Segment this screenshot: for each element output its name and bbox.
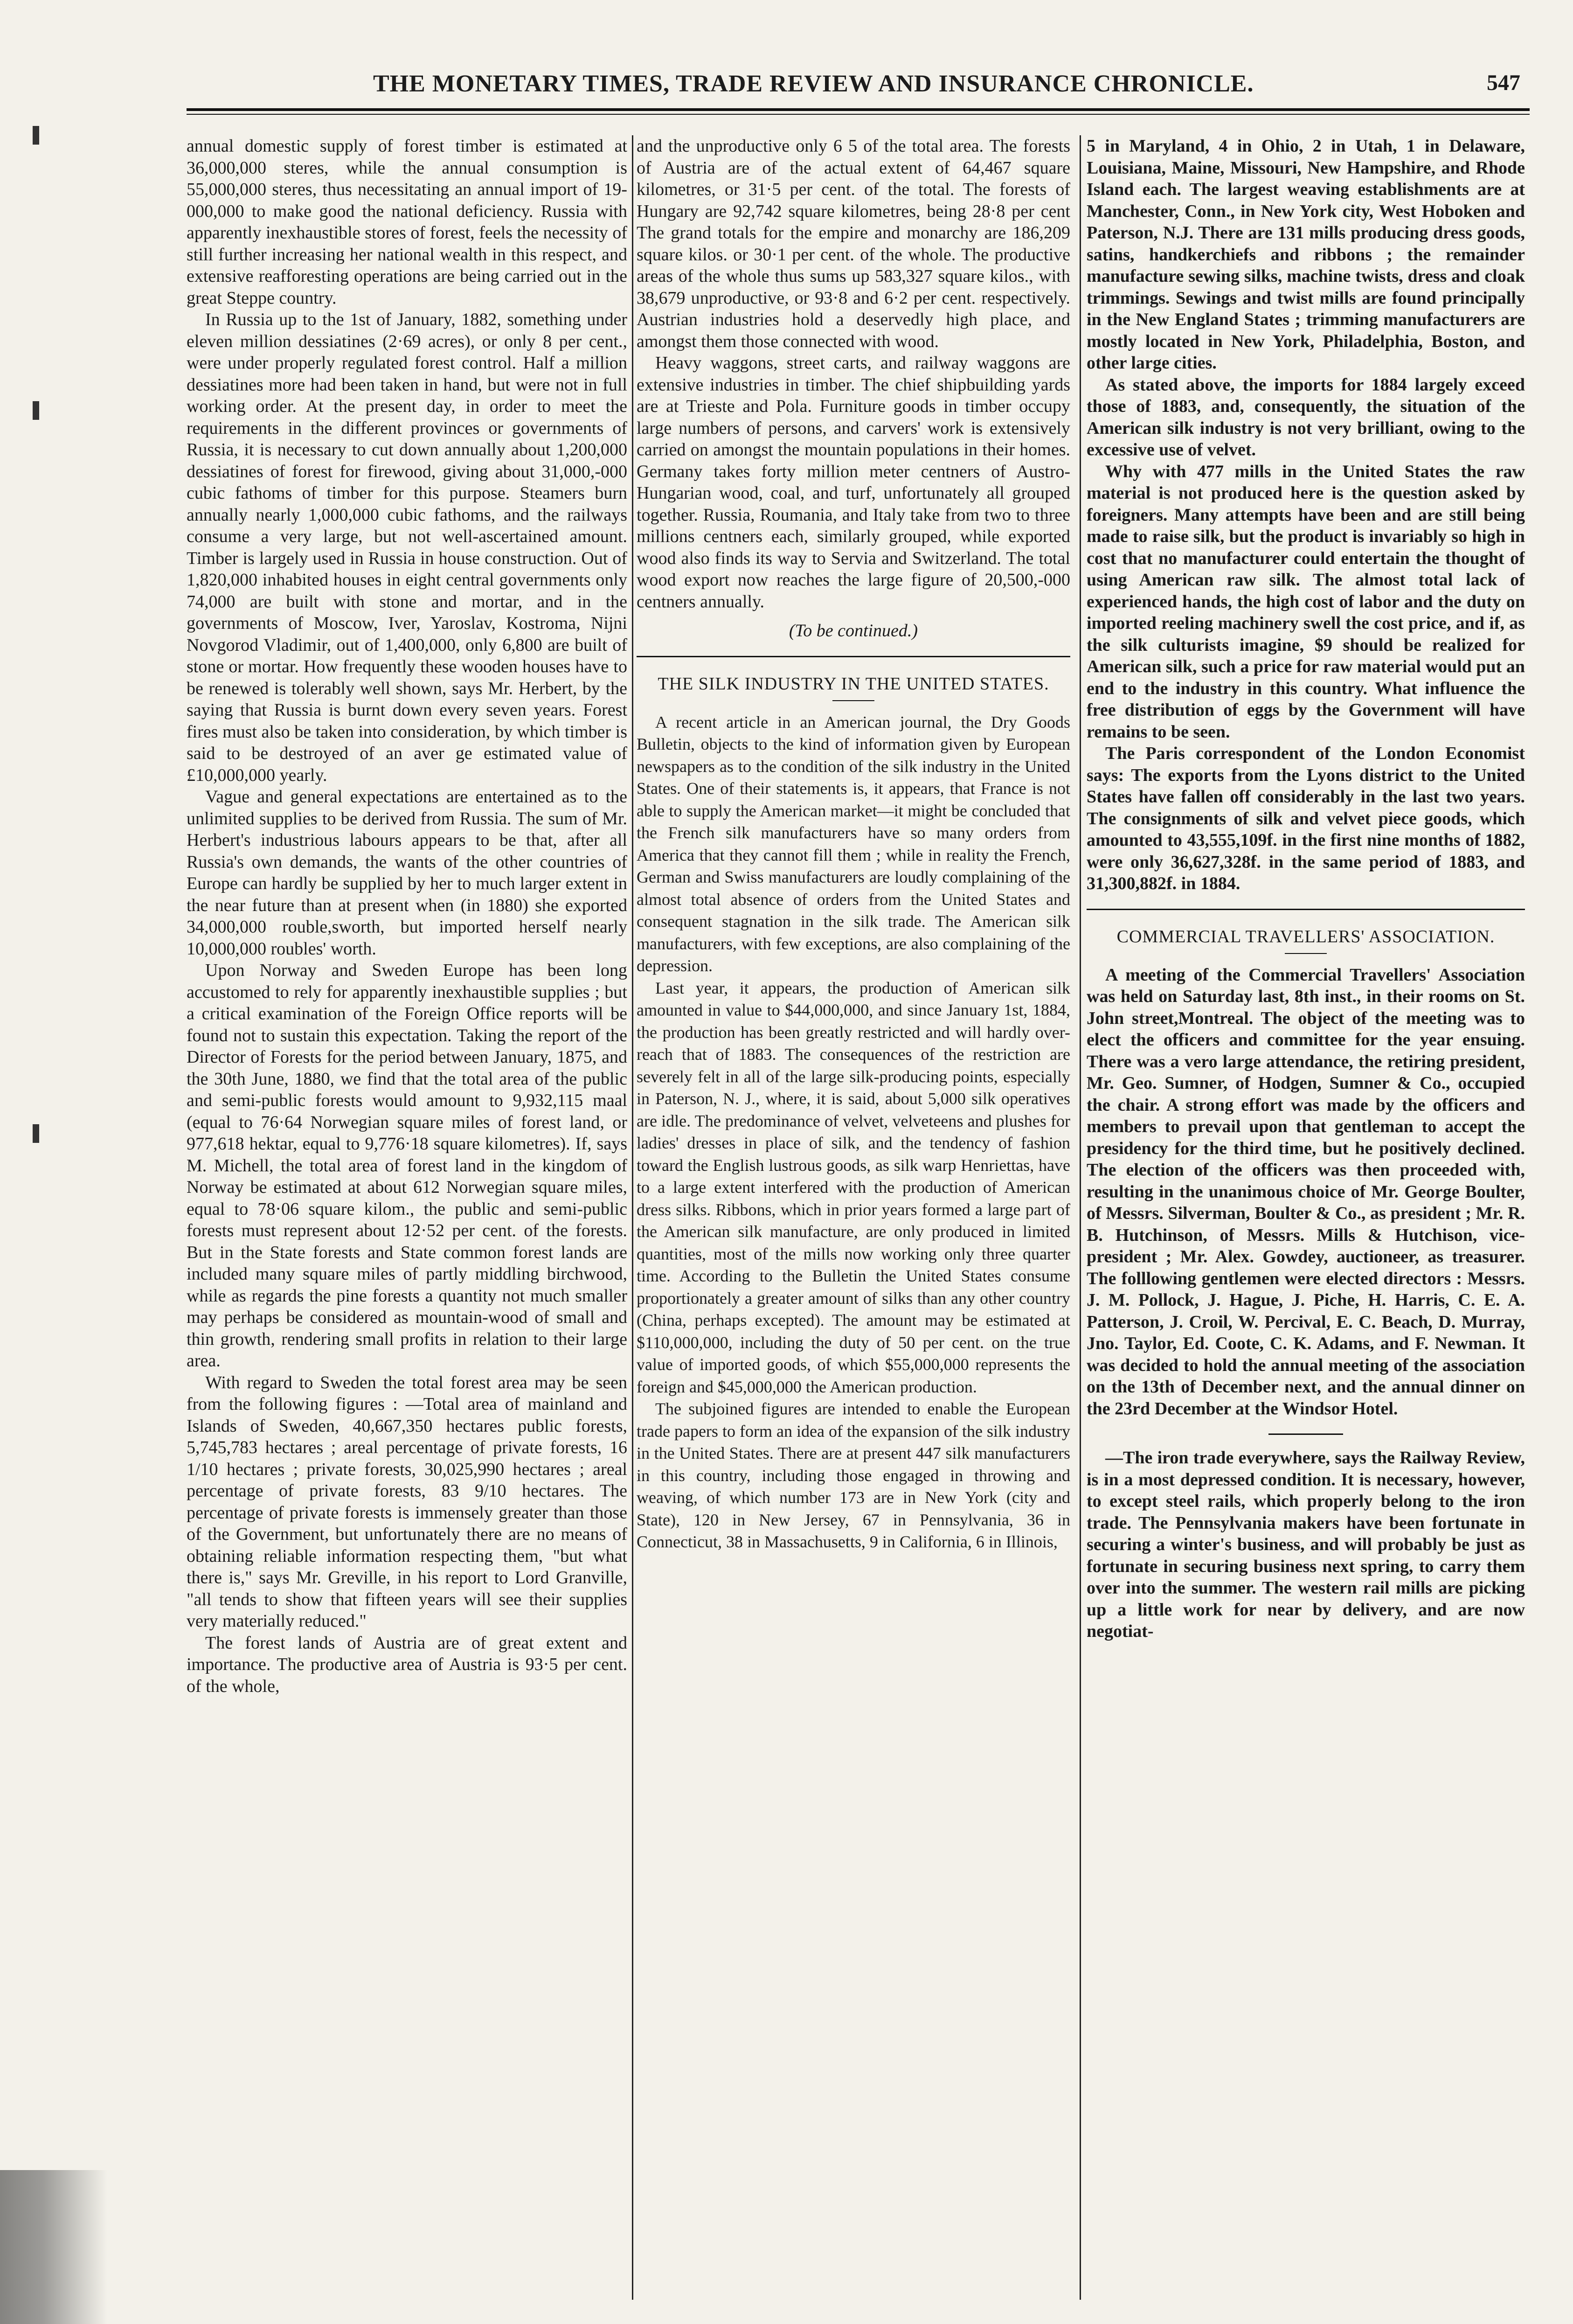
column-1 <box>187 135 627 2300</box>
header-rule <box>187 108 1530 115</box>
paragraph: annual domestic supply of forest timber is estimated at 36,000,000 steres, while the annual consumption is 55,000,000 steres, thus necessitating an annual import of 19-000,000 to make good the national deficiency. Russia with apparently inexhaustible stores of forest, feels the necessity of still further increasing her national wealth in this respect, and extensive reafforesting operations are being carried out in the great Steppe country. <box>187 136 627 308</box>
heading-underline <box>1285 953 1327 954</box>
paragraph: Last year, it appears, the production of American silk amounted in value to $44,000,000, and since January 1st, 1884, the production has been greatly restricted and will hardly over-reach that of 1883. The consequences of the restriction are severely felt in all of the large silk-producing points, especially in Paterson, N. J., where, it is said, about 5,000 silk operatives are idle. The predominance of velvet, velveteens and plushes for ladies' dresses in place of silk, and the tendency of fashion toward the English lustrous goods, as silk warp Henriettas, have to a large extent interfered with the production of American dress silks. Ribbons, which in prior years formed a large part of the American silk manufacture, are only produced in limited quantities, most of the mills now working only three quarter time. According to the Bulletin the United States consume proportionately a greater amount of silks than any other country (China, perhaps excepted). The amount may be estimated at $110,000,000, including the duty of 50 per cent. on the true value of imported goods, of which $55,000,000 represents the foreign and $45,000,000 the American production. <box>637 978 1070 1396</box>
paragraph: The Paris correspondent of the London Economist says: The exports from the Lyons district to the United States have fallen off considerably in the last two years. The consignments of silk and velvet piece goods, which amounted to 43,555,109f. in the first nine months of 1882, were only 36,627,328f. in the same period of 1883, and 31,300,882f. in 1884. <box>1087 744 1525 893</box>
margin-mark <box>33 126 39 145</box>
paragraph: and the unproductive only 6 5 of the total area. The forests of Austria are of the actual extent of 64,467 square kilometres, or 31·5 per cent. of the total. The forests of Hungary are 92,742 square kilometres, being 28·8 per cent The grand totals for the empire and monarchy are 186,209 square kilos. or 30·1 per cent. of the whole. The productive areas of the whole thus sums up 583,327 square kilos., with 38,679 unproductive, or 93·8 and 6·2 per cent. respectively. Austrian industries hold a deservedly high place, and amongst them those connected with wood. <box>637 136 1070 351</box>
paragraph: The forest lands of Austria are of great extent and importance. The productive area of Austria is 93·5 per cent. of the whole, <box>187 1633 627 1696</box>
paragraph: A recent article in an American journal, the Dry Goods Bulletin, objects to the kind of information given by European newspapers as to the condition of the silk industry in the United States. One of their statements is, it appears, that France is not able to supply the American market—it might be concluded that the French silk manufacturers have so many orders from America that they cannot fill them ; while in reality the French, German and Swiss manufacturers are loudly complaining of the almost total absence of orders from the United States and consequent stagnation in the silk trade. The American silk manufacturers, with few exceptions, are also complaining of the depression. <box>637 712 1070 975</box>
binding-shadow <box>0 2170 107 2324</box>
page-number: 547 <box>1487 70 1520 95</box>
column-2 <box>637 135 1070 2300</box>
heading-underline <box>832 700 874 701</box>
paragraph: Upon Norway and Sweden Europe has been long accustomed to rely for apparently inexhaustible supplies ; but a critical examination of the Foreign Office reports will be found not to sustain this expectation. Taking the report of the Director of Forests for the period between January, 1875, and the 30th June, 1880, we find that the total area of the public and semi-public forests would amount to 9,932,115 maal (equal to 76·64 Norwegian square miles of forest land, or 977,618 hektar, equal to 9,776·18 square kilometres). If, says M. Michell, the total area of forest land in the kingdom of Norway be estimated at about 612 Norwegian square miles, equal to 78·06 square kilom., the public and semi-public forests must represent about 12·52 per cent. of the forests. But in the State forests and State common forest lands are included many square miles of partly middling birchwood, while as regards the pine forests a quantity not much smaller may perhaps be considered as mountain-wood of small and thin growth, rendering small profits in relation to their large area. <box>187 960 627 1371</box>
article-heading-travellers: COMMERCIAL TRAVELLERS' ASSOCIATION. <box>1116 926 1495 946</box>
paragraph: A meeting of the Commercial Travellers' Association was held on Saturday last, 8th inst., in their rooms on St. John street,Montreal. The object of the meeting was to elect the officers and committee for the year ensuing. There was a vero large attendance, the retiring president, Mr. Geo. Sumner, of Hodgen, Sumner & Co., occupied the chair. A strong effort was made by the officers and members to prevail upon that gentleman to accept the presidency for the third time, but he positively declined. The election of the officers was then proceeded with, resulting in the unanimous choice of Mr. George Boulter, of Messrs. Silverman, Boulter & Co., as president ; Mr. R. B. Hutchinson, of Messrs. Mills & Hutchison, vice-president ; Mr. Alex. Gowdey, auctioneer, as treasurer. The folllowing gentlemen were elected directors : Messrs. J. M. Pollock, J. Hague, J. Piche, H. Harris, C. E. A. Patterson, J. Croil, W. Percival, E. C. Beach, D. Murray, Jno. Taylor, Ed. Coote, C. K. Adams, and F. Newman. It was decided to hold the annual meeting of the association on the 13th of December next, and the annual dinner on the 23rd December at the Windsor Hotel. <box>1087 965 1525 1419</box>
page-header <box>187 70 1520 107</box>
paragraph: As stated above, the imports for 1884 largely exceed those of 1883, and, consequently, the situation of the American silk industry is not very brilliant, owing to the excessive use of velvet. <box>1087 375 1525 459</box>
margin-mark <box>33 1124 39 1143</box>
paragraph: The subjoined figures are intended to enable the European trade papers to form an idea of the expansion of the silk industry in the United States. There are at present 447 silk manufacturers in this country, including those engaged in throwing and weaving, of which number 173 are in New York (city and State), 120 in New Jersey, 67 in Pennsylvania, 36 in Connecticut, 38 in Massachusetts, 9 in California, 6 in Illinois, <box>637 1399 1070 1551</box>
continued-note: (To be continued.) <box>789 621 918 640</box>
paragraph: In Russia up to the 1st of January, 1882, something under eleven million dessiatines (2·69 acres), or only 8 per cent., were under properly regulated forest control. Half a million dessiatines more had been taken in hand, but were not in full working order. At the present day, in order to meet the requirements in the different provinces or governments of Russia, it is necessary to cut down annually about 1,200,000 dessiatines of forest for firewood, giving about 31,000,-000 cubic fathoms of timber for this purpose. Steamers burn annually nearly 1,000,000 cubic fathoms, and the railways consume a very large, but not well-ascertained amount. Timber is largely used in Russia in house construction. Out of 1,820,000 inhabited houses in eight central governments only 74,000 are built with stone and mortar, and in the governments of Moscow, Iver, Yaroslav, Kostroma, Nijni Novgorod Vladimir, out of 1,400,000, only 6,800 are built of stone or mortar. How frequently these wooden houses have to be renewed is tolerably well shown, says Mr. Herbert, by the saying that Russia is burnt down every seven years. Forest fires must also be taken into consideration, by which timber is said to be destroyed of an aver ge estimated value of £10,000,000 yearly. <box>187 310 627 785</box>
article-heading-silk: THE SILK INDUSTRY IN THE UNITED STATES. <box>658 674 1049 694</box>
masthead-title: THE MONETARY TIMES, TRADE REVIEW AND INSURANCE CHRONICLE. <box>373 70 1254 97</box>
paragraph: 5 in Maryland, 4 in Ohio, 2 in Utah, 1 in Delaware, Louisiana, Maine, Missouri, New Hampshire, and Rhode Island each. The largest weaving establishments are at Manchester, Conn., in New York city, West Hoboken and Paterson, N.J. There are 131 mills producing dress goods, satins, handkerchiefs and ribbons ; the remainder manufacture sewing silks, machine twists, dress and cloak trimmings. Sewings and twist mills are found principally in the New England States ; trimming manufacturers are mostly located in New York, Philadelphia, Boston, and other large cities. <box>1087 136 1525 373</box>
section-rule <box>1087 909 1525 910</box>
column-divider <box>1080 135 1081 2300</box>
paragraph: —The iron trade everywhere, says the Railway Review, is in a most depressed condition. It is necessary, however, to except steel rails, which properly belong to the iron trade. The Pennsylvania makers have been fortunate in securing a winter's business, and will probably be just as fortunate in securing business next spring, to carry them over into the summer. The western rail mills are picking up a little work for near by delivery, and are now negotiat- <box>1087 1448 1525 1641</box>
paragraph: Heavy waggons, street carts, and railway waggons are extensive industries in timber. The chief shipbuilding yards are at Trieste and Pola. Furniture goods in timber occupy large numbers of persons, and carvers' work is extensively carried on amongst the mountain populations in their homes. Germany takes forty million meter centners of Austro-Hungarian wood, coal, and turf, unfortunately all grouped together. Russia, Roumania, and Italy take from two to three millions centners each, similarly grouped, while exported wood also finds its way to Servia and Switzerland. The total wood export now reaches the large figure of 20,500,-000 centners annually. <box>637 353 1070 612</box>
paragraph: With regard to Sweden the total forest area may be seen from the following figures : —Total area of mainland and Islands of Sweden, 40,667,350 hectares public forests, 5,745,783 hectares ; areal percentage of private forests, 16 1/10 hectares ; private forests, 30,025,990 hectares ; areal percentage of private forests, 83 9/10 hectares. The percentage of private forests is immensely greater than those of the Government, but unfortunately there are no means of obtaining reliable information respecting them, "but what there is," says Mr. Greville, in his report to Lord Granville, "all tends to show that fifteen years will see their supplies very materially reduced." <box>187 1372 627 1631</box>
paragraph: Vague and general expectations are entertained as to the unlimited supplies to be derived from Russia. The sum of Mr. Herbert's industrious labours appears to be that, after all Russia's own demands, the wants of the other countries of Europe can hardly be supplied by her to much larger extent in the near future than at present when (in 1880) she exported 34,000,000 rouble,sworth, but imported herself nearly 10,000,000 roubles' worth. <box>187 787 627 959</box>
margin-mark <box>33 401 39 420</box>
paragraph: Why with 477 mills in the United States the raw material is not produced here is the question asked by foreigners. Many attempts have been and are still being made to raise silk, but the product is invariably so high in cost that no manufacturer could entertain the thought of using American raw silk. The almost total lack of experienced hands, the high cost of labor and the duty on imported reeling machinery swell the cost price, and if, as the silk culturists imagine, $9 should be realized for American silk, such a price for raw material would put an end to the industry in this country. What influence the free distribution of eggs by the Government will have remains to be seen. <box>1087 461 1525 742</box>
column-divider <box>632 135 633 2300</box>
section-rule <box>637 656 1070 657</box>
section-rule <box>1268 1433 1343 1435</box>
column-3 <box>1087 135 1525 2300</box>
